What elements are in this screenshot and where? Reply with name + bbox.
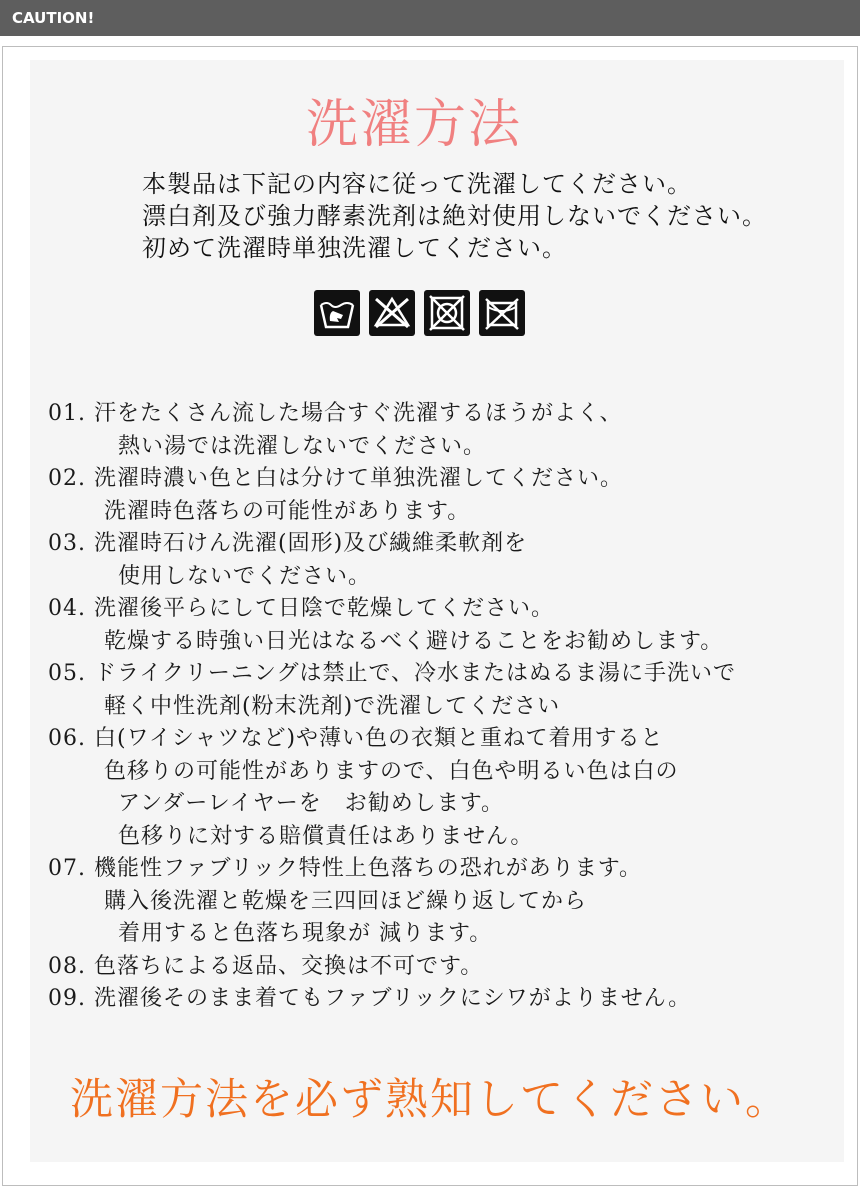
caution-bar — [0, 0, 860, 36]
no-tumble-dry-icon — [424, 290, 470, 336]
note-line: 05. ドライクリーニングは禁止で、冷水またはぬるま湯に手洗いで — [48, 661, 737, 686]
no-dry-clean-icon — [479, 290, 525, 336]
note-line: 色移りに対する賠償責任はありません。 — [118, 823, 534, 849]
hand-wash-icon — [314, 290, 360, 336]
care-notes — [48, 398, 853, 1016]
note-line: 軽く中性洗剤(粉末洗剤)で洗濯してください — [104, 693, 561, 719]
intro-text — [142, 168, 842, 264]
no-bleach-icon — [369, 290, 415, 336]
note-line: 09. 洗濯後そのまま着てもファブリックにシワがよりません。 — [48, 986, 692, 1011]
note-line: 03. 洗濯時石けん洗濯(固形)及び繊維柔軟剤を — [48, 531, 528, 556]
note-line: 02. 洗濯時濃い色と白は分けて単独洗濯してください。 — [48, 466, 623, 491]
note-line: 07. 機能性ファブリック特性上色落ちの恐れがあります。 — [48, 856, 643, 881]
footer-reminder: 洗濯方法を必ず熟知してください。 — [70, 1075, 790, 1125]
note-line: 使用しないでください。 — [118, 563, 372, 589]
note-line: アンダーレイヤーを お勧めします。 — [118, 791, 504, 816]
note-line: 熱い湯では洗濯しないでください。 — [118, 433, 487, 459]
intro-line: 漂白剤及び強力酵素洗剤は絶対使用しないでください。 — [142, 202, 767, 230]
care-symbols — [314, 290, 525, 338]
intro-line: 本製品は下記の内容に従って洗濯してください。 — [142, 170, 692, 198]
intro-line: 初めて洗濯時単独洗濯してください。 — [142, 234, 567, 262]
page-title: 洗濯方法 — [305, 95, 522, 155]
note-line: 購入後洗濯と乾燥を三四回ほど繰り返してから — [104, 888, 588, 914]
note-line: 04. 洗濯後平らにして日陰で乾燥してください。 — [48, 596, 554, 621]
note-line: 色移りの可能性がありますので、白色や明るい色は白の — [104, 758, 679, 784]
note-line: 洗濯時色落ちの可能性があります。 — [104, 498, 471, 524]
caution-label: CAUTION! — [12, 9, 95, 27]
note-line: 着用すると色落ち現象が 減ります。 — [118, 921, 493, 946]
note-line: 01. 汗をたくさん流した場合すぐ洗濯するほうがよく、 — [48, 401, 623, 426]
note-line: 06. 白(ワイシャツなど)や薄い色の衣類と重ねて着用すると — [48, 726, 664, 751]
note-line: 08. 色落ちによる返品、交換は不可です。 — [48, 953, 484, 979]
note-line: 乾燥する時強い日光はなるべく避けることをお勧めします。 — [104, 628, 724, 654]
